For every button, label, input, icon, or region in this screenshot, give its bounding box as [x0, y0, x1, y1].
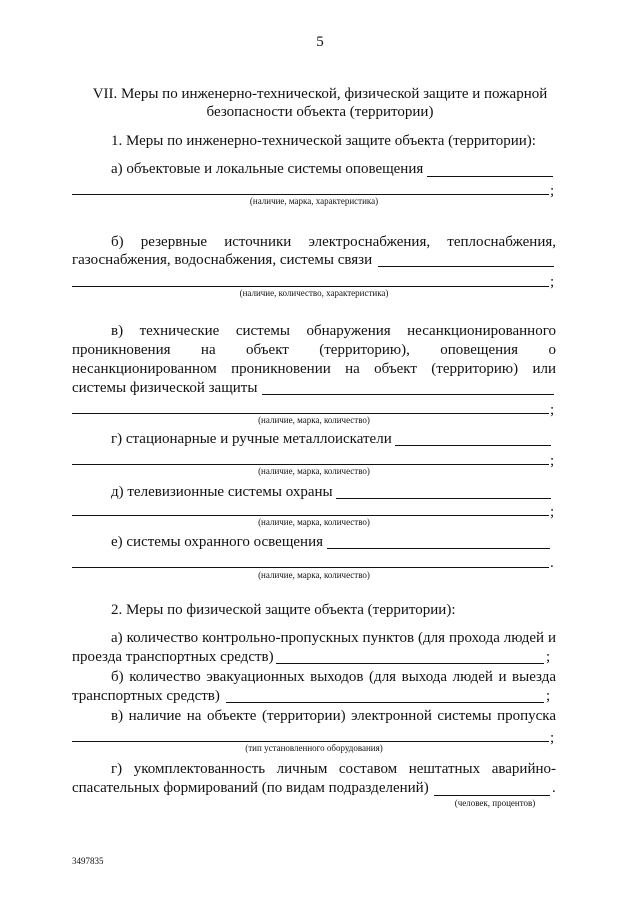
item-2b-end: ;: [546, 688, 551, 704]
item-2d-line2: спасательных формирований (по видам подразделений): [72, 780, 429, 796]
item-1c-line1: в) технические системы обнаружения несанкционированного: [111, 323, 556, 339]
item-2a-line2: проезда транспортных средств): [72, 649, 274, 665]
item-1a-label: а) объектовые и локальные системы оповещения: [111, 161, 424, 177]
caption-1e: (наличие, марка, количество): [258, 517, 370, 527]
item-2c-end: ;: [550, 730, 555, 746]
field-1e-line1[interactable]: [336, 498, 551, 499]
part1-heading: 1. Меры по инженерно-технической защите объекта (территории):: [111, 133, 536, 149]
item-1b-end: ;: [550, 274, 555, 290]
item-1f-end: .: [550, 555, 554, 571]
field-1b-line1[interactable]: [378, 266, 554, 267]
item-1d-end: ;: [550, 453, 555, 469]
item-1b-line2: газоснабжения, водоснабжения, системы связи: [72, 252, 373, 268]
field-1d-line1[interactable]: [395, 445, 551, 446]
caption-1f: (наличие, марка, количество): [258, 570, 370, 580]
item-2a-end: ;: [546, 649, 551, 665]
caption-2c: (тип установленного оборудования): [245, 743, 383, 753]
page-number: 5: [316, 34, 324, 50]
item-2d-line1: г) укомплектованность личным составом нештатных аварийно-: [111, 761, 556, 777]
item-1a-end: ;: [550, 183, 555, 199]
section-title-line1: VII. Меры по инженерно-технической, физической защите и пожарной: [92, 86, 548, 102]
field-2d[interactable]: [434, 795, 550, 796]
item-2c-line1: в) наличие на объекте (территории) электронной системы пропуска: [111, 708, 556, 724]
caption-1c: (наличие, марка, количество): [258, 415, 370, 425]
item-1c-line3: несанкционированном проникновении на объект (территорию) или: [72, 361, 556, 377]
field-1f-line1[interactable]: [327, 548, 550, 549]
part2-heading: 2. Меры по физической защите объекта (территории):: [111, 602, 456, 618]
field-2b[interactable]: [226, 702, 544, 703]
item-1e-label: д) телевизионные системы охраны: [111, 484, 333, 500]
item-1c-line2: проникновения на объект (территорию), оповещения о: [72, 342, 556, 358]
item-1c-end: ;: [550, 402, 555, 418]
item-1b-line1: б) резервные источники электроснабжения, теплоснабжения,: [111, 234, 556, 250]
field-2c[interactable]: [72, 741, 549, 742]
field-1b-line2[interactable]: [72, 286, 549, 287]
item-1f-label: е) системы охранного освещения: [111, 534, 323, 550]
item-2a-line1: а) количество контрольно-пропускных пунктов (для прохода людей и: [111, 630, 556, 646]
item-2b-line1: б) количество эвакуационных выходов (для выхода людей и выезда: [111, 669, 556, 685]
caption-1a: (наличие, марка, характеристика): [249, 196, 379, 206]
field-1a-line2[interactable]: [72, 194, 549, 195]
section-title-line2: безопасности объекта (территории): [206, 104, 434, 120]
field-1f-line2[interactable]: [72, 567, 549, 568]
item-1d-label: г) стационарные и ручные металлоискатели: [111, 431, 392, 447]
item-1e-end: ;: [550, 504, 555, 520]
field-1d-line2[interactable]: [72, 464, 549, 465]
caption-1b: (наличие, количество, характеристика): [239, 288, 389, 298]
field-1a-line1[interactable]: [427, 176, 553, 177]
caption-1d: (наличие, марка, количество): [258, 466, 370, 476]
field-1c-line2[interactable]: [72, 413, 549, 414]
field-1c-line1[interactable]: [262, 394, 554, 395]
caption-2d: (человек, процентов): [454, 798, 536, 808]
document-number: 3497835: [72, 856, 104, 866]
item-1c-line4: системы физической защиты: [72, 380, 258, 396]
item-2b-line2: транспортных средств): [72, 688, 220, 704]
item-2d-end: .: [552, 780, 556, 796]
field-2a[interactable]: [276, 663, 544, 664]
field-1e-line2[interactable]: [72, 515, 549, 516]
